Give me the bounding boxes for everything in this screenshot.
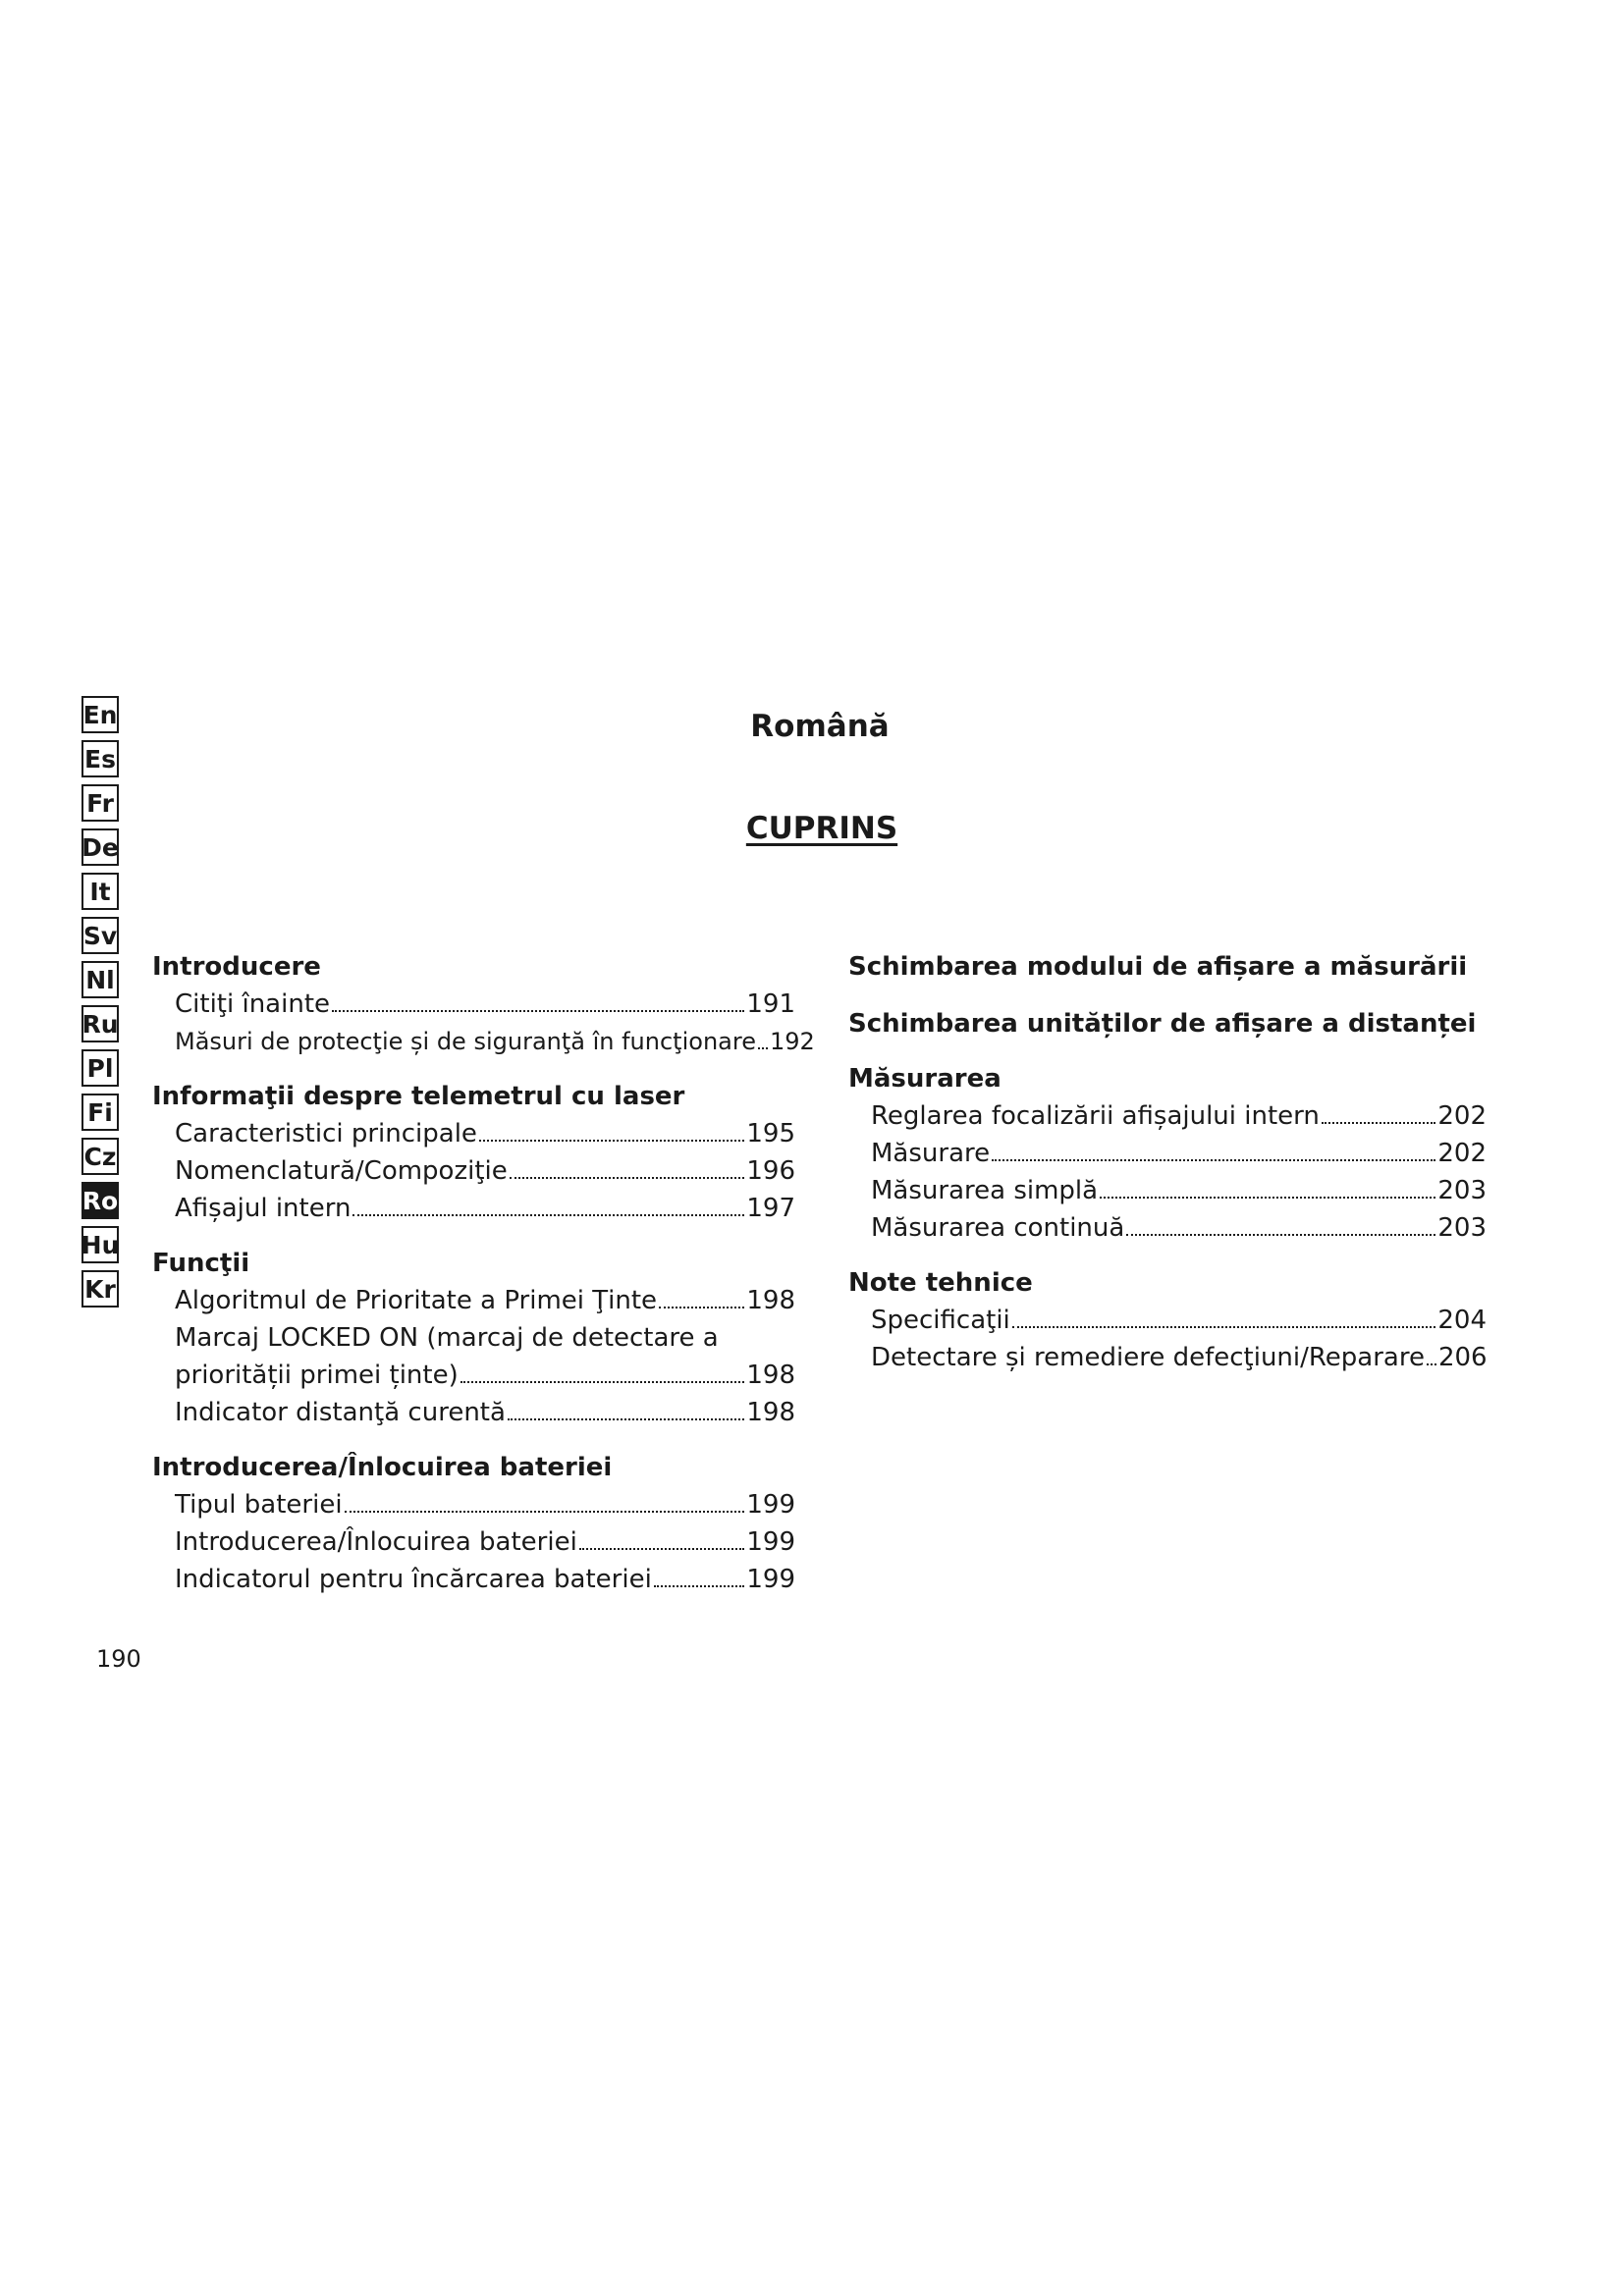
- section-heading: Informaţii despre telemetrul cu laser: [152, 1082, 685, 1111]
- lang-tab-ru[interactable]: Ru: [81, 1005, 119, 1042]
- entry-page: 199: [746, 1565, 795, 1594]
- toc-entry[interactable]: [152, 1486, 795, 1523]
- lang-tab-de[interactable]: De: [81, 828, 119, 866]
- entry-label: Algoritmul de Prioritate a Primei Ţinte: [175, 1286, 658, 1315]
- language-tabs: [81, 696, 121, 1314]
- dot-leader: [758, 1047, 768, 1049]
- entry-label: Măsuri de protecţie și de siguranţă în funcţionare: [175, 1028, 756, 1055]
- toc-entry[interactable]: [152, 1152, 795, 1190]
- toc-title: CUPRINS: [745, 811, 898, 846]
- lang-tab-cz[interactable]: Cz: [81, 1138, 119, 1175]
- entry-label: Măsurarea simplă: [871, 1176, 1099, 1205]
- entry-label: Tipul bateriei: [175, 1490, 343, 1520]
- entry-page: 203: [1437, 1213, 1487, 1243]
- toc-section-baterie: [152, 1449, 795, 1598]
- entry-label: Caracteristici principale: [175, 1119, 477, 1148]
- toc-entry[interactable]: [152, 986, 795, 1023]
- toc-entry[interactable]: [152, 1190, 795, 1227]
- entry-label: Detectare și remediere defecţiuni/Reparare: [871, 1343, 1425, 1372]
- lang-tab-it[interactable]: It: [81, 873, 119, 910]
- entry-label: Măsurarea continuă: [871, 1213, 1125, 1243]
- section-heading: Introducerea/Înlocuirea bateriei: [152, 1453, 613, 1482]
- lang-tab-hu[interactable]: Hu: [81, 1226, 119, 1263]
- toc-section-functii: [152, 1245, 795, 1431]
- toc-entry[interactable]: [152, 1115, 795, 1152]
- section-heading: Măsurarea: [848, 1064, 1001, 1094]
- section-heading[interactable]: Schimbarea modului de afișare a măsurării: [848, 952, 1468, 982]
- entry-page: 192: [769, 1028, 815, 1055]
- entry-label: Indicatorul pentru încărcarea bateriei: [175, 1565, 652, 1594]
- lang-tab-pl[interactable]: Pl: [81, 1049, 119, 1087]
- entry-label: Reglarea focalizării afișajului intern: [871, 1101, 1320, 1131]
- dot-leader: [1012, 1326, 1436, 1328]
- dot-leader: [510, 1177, 745, 1179]
- dot-leader: [460, 1381, 745, 1383]
- toc-section-informatii: [152, 1078, 795, 1227]
- toc-entry[interactable]: [152, 1282, 795, 1319]
- entry-page: 202: [1437, 1139, 1487, 1168]
- entry-page: 204: [1437, 1306, 1487, 1335]
- entry-page: 197: [746, 1194, 795, 1223]
- section-heading: Funcţii: [152, 1249, 250, 1278]
- dot-leader: [992, 1159, 1435, 1161]
- toc-entry[interactable]: [848, 1209, 1487, 1247]
- entry-page: 198: [746, 1361, 795, 1390]
- toc-section-note-tehnice: [848, 1264, 1487, 1376]
- dot-leader: [1427, 1363, 1436, 1365]
- lang-tab-kr[interactable]: Kr: [81, 1270, 119, 1308]
- dot-leader: [479, 1140, 744, 1142]
- entry-label: Nomenclatură/Compoziţie: [175, 1156, 508, 1186]
- toc-entry[interactable]: [848, 1302, 1487, 1339]
- lang-tab-sv[interactable]: Sv: [81, 917, 119, 954]
- toc-section-introducere: [152, 948, 815, 1060]
- toc-left-column: [152, 948, 815, 1598]
- toc-entry[interactable]: [848, 1135, 1487, 1172]
- entry-page: 191: [746, 989, 795, 1019]
- dot-leader: [659, 1307, 744, 1308]
- dot-leader: [579, 1548, 745, 1550]
- entry-page: 206: [1437, 1343, 1488, 1372]
- dot-leader: [345, 1511, 745, 1513]
- section-heading: Introducere: [152, 952, 321, 982]
- lang-tab-fi[interactable]: Fi: [81, 1094, 119, 1131]
- dot-leader: [654, 1585, 745, 1587]
- entry-label: Citiţi înainte: [175, 989, 331, 1019]
- entry-label: Măsurare: [871, 1139, 991, 1168]
- toc-entry[interactable]: [152, 1023, 815, 1060]
- toc-section-mod-afisare: [848, 948, 1487, 986]
- section-heading[interactable]: Schimbarea unităților de afișare a distanței: [848, 1009, 1477, 1039]
- entry-label-line2: priorității primei ținte): [175, 1361, 459, 1390]
- entry-label-line2-row: [175, 1357, 795, 1394]
- toc-entry[interactable]: [152, 1561, 795, 1598]
- entry-page: 196: [746, 1156, 795, 1186]
- dot-leader: [1100, 1197, 1435, 1199]
- entry-page: 195: [746, 1119, 795, 1148]
- entry-label: Specificaţii: [871, 1306, 1010, 1335]
- dot-leader: [352, 1214, 744, 1216]
- toc-section-masurarea: [848, 1060, 1487, 1247]
- entry-page: 198: [746, 1286, 795, 1315]
- lang-tab-en[interactable]: En: [81, 696, 119, 733]
- page-number: 190: [96, 1645, 141, 1673]
- entry-label: Afișajul intern: [175, 1194, 352, 1223]
- toc-entry[interactable]: [152, 1394, 795, 1431]
- entry-page: 202: [1437, 1101, 1487, 1131]
- dot-leader: [332, 1010, 744, 1012]
- toc-entry[interactable]: [848, 1097, 1487, 1135]
- toc-entry[interactable]: [848, 1172, 1487, 1209]
- entry-label: Indicator distanţă curentă: [175, 1398, 506, 1427]
- toc-entry[interactable]: [152, 1319, 795, 1394]
- language-title: Română: [750, 709, 890, 744]
- toc-section-unitati: [848, 1005, 1487, 1042]
- entry-page: 199: [746, 1490, 795, 1520]
- dot-leader: [1322, 1122, 1435, 1124]
- section-heading: Note tehnice: [848, 1268, 1033, 1298]
- dot-leader: [508, 1418, 744, 1420]
- lang-tab-nl[interactable]: Nl: [81, 961, 119, 998]
- dot-leader: [1126, 1234, 1435, 1236]
- entry-label: Introducerea/Înlocuirea bateriei: [175, 1527, 577, 1557]
- lang-tab-ro[interactable]: Ro: [81, 1182, 119, 1219]
- entry-page: 199: [746, 1527, 795, 1557]
- lang-tab-fr[interactable]: Fr: [81, 784, 119, 822]
- entry-page: 203: [1437, 1176, 1487, 1205]
- lang-tab-es[interactable]: Es: [81, 740, 119, 777]
- toc-entry[interactable]: [848, 1339, 1487, 1376]
- entry-label-line1: Marcaj LOCKED ON (marcaj de detectare a: [175, 1323, 719, 1353]
- toc-entry[interactable]: [152, 1523, 795, 1561]
- toc-right-column: [848, 948, 1487, 1376]
- entry-page: 198: [746, 1398, 795, 1427]
